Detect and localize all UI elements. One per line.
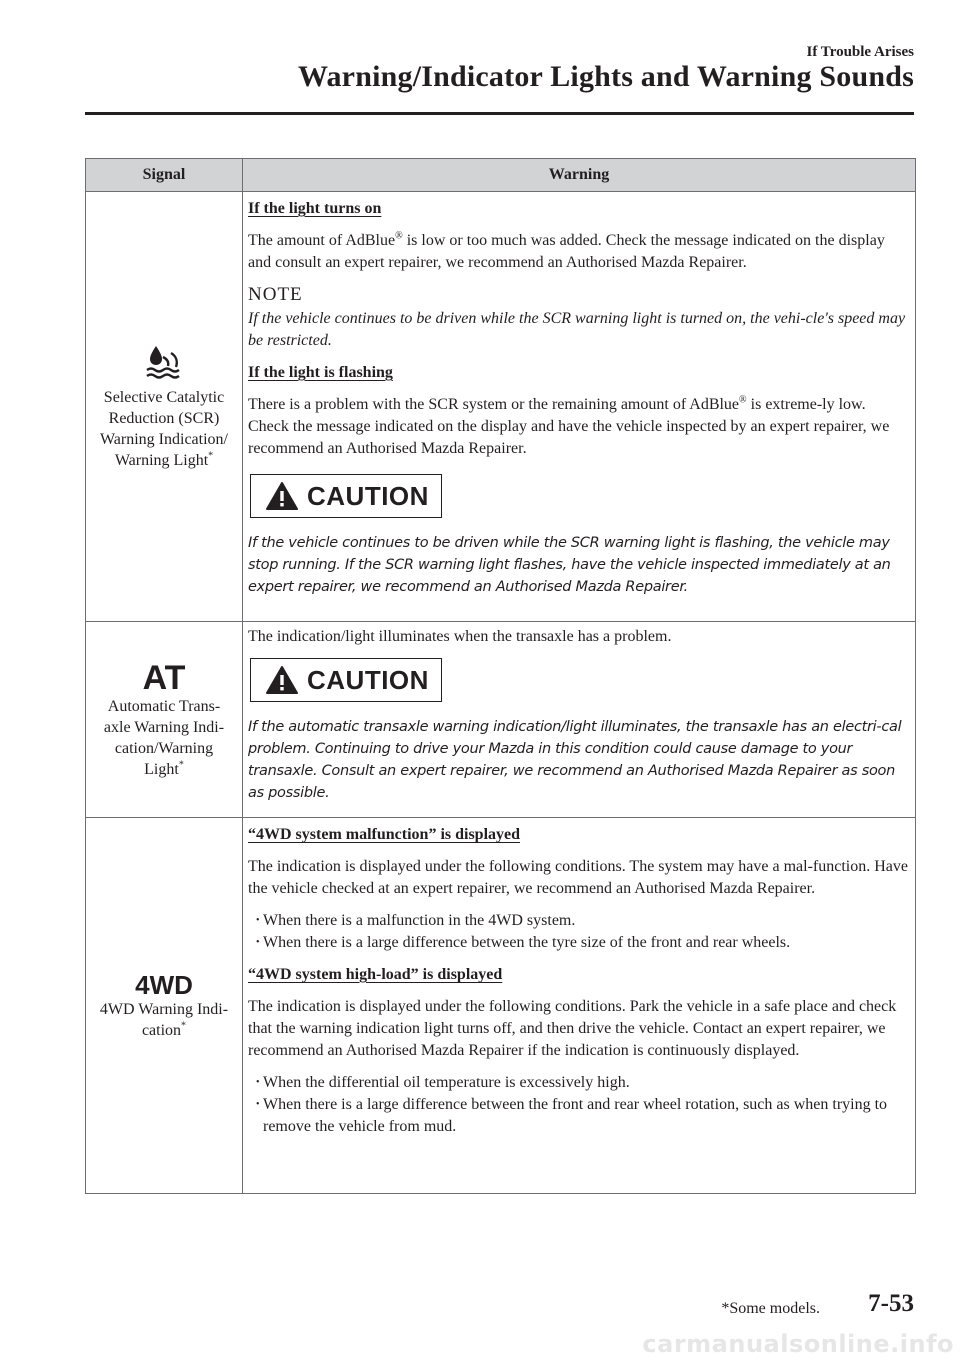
caution-text: If the automatic transaxle warning indication/light illuminates, the transaxle has an electri-cal problem. Continuing to drive your Mazda in this condition could cause damage to your transaxle. Consult an expert repairer, we recommend an Authorised Mazda Repairer as soon as possible. [248, 719, 902, 801]
footnote-some-models: *Some models. [721, 1300, 820, 1317]
list-item: • When there is a large difference between the front and rear wheel rotation, such as when trying to remove the vehicle from mud. [256, 1094, 909, 1138]
caution-box [250, 658, 442, 702]
note-text: If the vehicle continues to be driven while the SCR warning light is turned on, the vehi-cle's speed may be restricted. [248, 310, 906, 349]
some-models-mark: * [208, 450, 214, 462]
page-title: Warning/Indicator Lights and Warning Sounds [297, 60, 914, 93]
paragraph: The amount of AdBlue® is low or too much was added. Check the message indicated on the display and consult an expert repairer, we recommend an Authorised Mazda Repairer. [248, 230, 885, 271]
caution-triangle-icon [265, 665, 299, 695]
note-heading: NOTE [248, 284, 303, 305]
column-header-signal: Signal [86, 159, 243, 192]
signal-cell-at [86, 622, 243, 818]
warning-cell-at [243, 622, 916, 818]
table-header-row [86, 159, 916, 192]
list-item: • When there is a large difference between the tyre size of the front and rear wheels. [256, 932, 909, 954]
warning-cell-scr [243, 192, 916, 622]
caution-label: CAUTION [307, 665, 429, 695]
column-header-warning: Warning [243, 159, 916, 192]
at-warning-icon: AT [142, 658, 186, 697]
bullet-list [248, 1072, 909, 1138]
signal-name-line: cation [141, 1021, 182, 1039]
signal-name-line: Reduction (SCR) [108, 409, 220, 427]
subheading-light-flashing: If the light is flashing [248, 364, 393, 381]
subheading-4wd-high-load: “4WD system high-load” is displayed [248, 966, 503, 983]
caution-text: If the vehicle continues to be driven while the SCR warning light is flashing, the vehicle may stop running. If the SCR warning light flashes, have the vehicle inspected immediately at an expert repairer, we recommend an Authorised Mazda Repairer. [248, 535, 891, 595]
subheading-4wd-malfunction: “4WD system malfunction” is displayed [248, 826, 521, 843]
signal-name-line: Selective Catalytic [103, 388, 225, 406]
list-item: • When the differential oil temperature is excessively high. [256, 1072, 909, 1094]
caution-label: CAUTION [307, 481, 429, 511]
some-models-mark: * [181, 1020, 187, 1032]
table-row-scr [86, 192, 916, 622]
paragraph: The indication is displayed under the following conditions. The system may have a mal-function. Have the vehicle checked at an expert repairer, we recommend an Authorised Mazda Repairer. [248, 858, 908, 897]
4wd-warning-icon: 4WD [135, 969, 193, 1000]
signal-name-line: Warning Indication/ [99, 430, 228, 448]
warning-cell-4wd [243, 818, 916, 1194]
watermark: carmanualsonline.info [642, 1330, 954, 1358]
paragraph: The indication is displayed under the following conditions. Park the vehicle in a safe place and check that the warning indication light turns off, and then drive the vehicle. Contact an expert repairer, we recommend an Authorised Mazda Repairer if the indication is continuously displayed. [248, 998, 897, 1059]
signal-cell-scr [86, 192, 243, 622]
registered-mark: ® [739, 394, 747, 406]
some-models-mark: * [178, 759, 184, 771]
paragraph: There is a problem with the SCR system or the remaining amount of AdBlue® is extreme-ly low. Check the message indicated on the display and have the vehicle inspected by an expert repairer, we recommend an Authorised Mazda Repairer. [248, 394, 890, 457]
signal-name-line: axle Warning Indi- [103, 718, 225, 736]
caution-box [250, 474, 442, 518]
paragraph: The indication/light illuminates when the transaxle has a problem. [248, 628, 672, 645]
list-item: • When there is a malfunction in the 4WD system. [256, 910, 909, 932]
caution-triangle-icon [265, 481, 299, 511]
registered-mark: ® [395, 230, 403, 242]
signal-name-line: cation/Warning [114, 739, 214, 757]
page-number: 7-53 [868, 1290, 914, 1317]
bullet-list [248, 910, 909, 954]
signal-name-line: Light [144, 760, 179, 778]
header-divider [85, 112, 914, 115]
section-label: If Trouble Arises [806, 44, 914, 60]
table-row-at [86, 622, 916, 818]
warning-table [85, 158, 916, 1194]
signal-cell-4wd [86, 818, 243, 1194]
signal-name-line: Automatic Trans- [107, 697, 221, 715]
signal-name-line: Warning Light [114, 451, 209, 469]
scr-fluid-drop-icon [141, 343, 187, 383]
table-row-4wd [86, 818, 916, 1194]
subheading-light-on: If the light turns on [248, 200, 382, 217]
signal-name-line: 4WD Warning Indi- [99, 1000, 229, 1018]
